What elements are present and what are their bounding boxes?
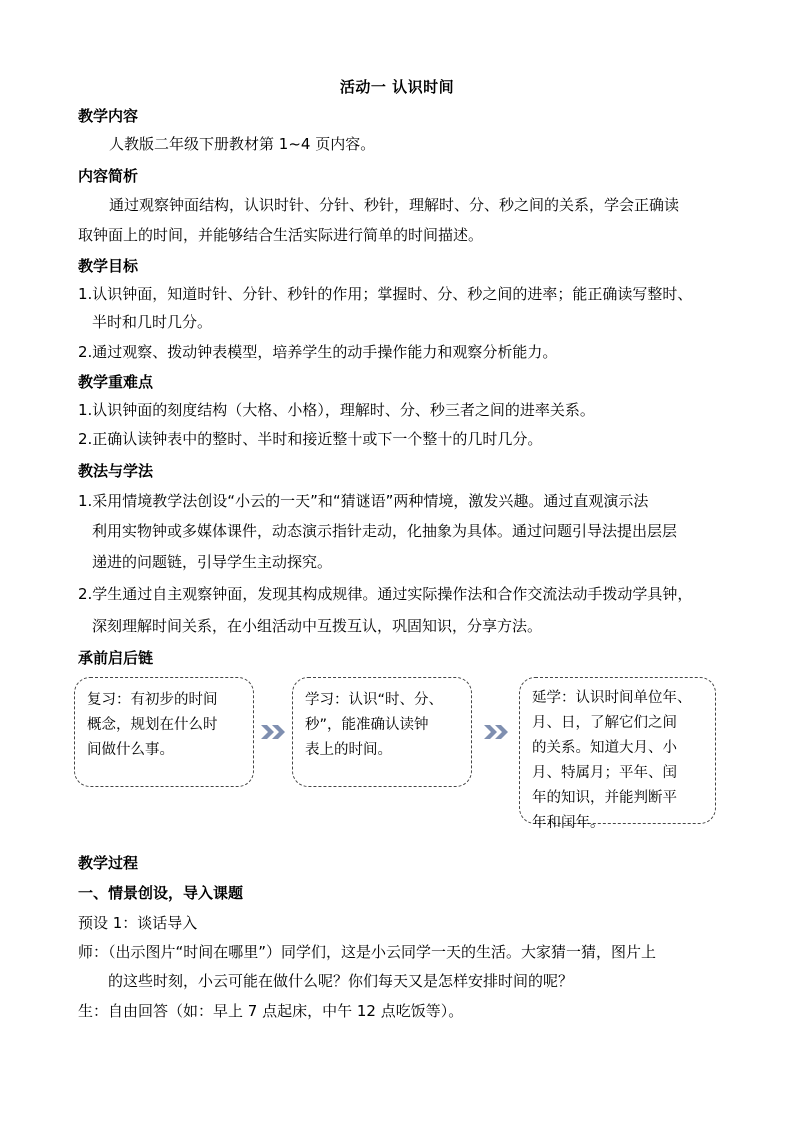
method-1-line1: 1.采用情境教学法创设“小云的一天”和“猜谜语”两种情境，激发兴趣。通过直观演示法 [78, 492, 649, 510]
student-line: 生：自由回答（如：早上 7 点起床，中午 12 点吃饭等）。 [78, 1002, 464, 1020]
heading-teaching-process: 教学过程 [78, 854, 139, 872]
heading-teaching-content: 教学内容 [78, 107, 139, 125]
content-analysis-line1: 通过观察钟面结构，认识时针、分针、秒针，理解时、分、秒之间的关系，学会正确读 [109, 196, 680, 214]
heading-teaching-goals: 教学目标 [78, 257, 139, 275]
heading-content-analysis: 内容简析 [78, 167, 139, 185]
study-box-line: 表上的时间。 [305, 742, 392, 758]
extend-box-line: 月、特属月；平年、闰 [532, 765, 677, 781]
extend-box-line: 年和闰年。 [532, 815, 605, 831]
teacher-line-1: 师：（出示图片“时间在哪里”）同学们，这是小云同学一天的生活。大家猜一猜，图片上 [78, 943, 657, 961]
method-1-line3: 递进的问题链，引导学生主动探究。 [92, 553, 333, 571]
review-box-line: 概念，规划在什么时 [87, 717, 218, 733]
double-chevron-right-icon [482, 722, 512, 742]
method-1-line2: 利用实物钟或多媒体课件，动态演示指针走动，化抽象为具体。通过问题引导法提出层层 [92, 522, 678, 540]
study-box [292, 677, 472, 787]
extend-box-line: 延学：认识时间单位年、 [532, 690, 692, 706]
extend-box-line: 月、日，了解它们之间 [532, 715, 677, 731]
teacher-line-2: 的这些时刻，小云可能在做什么呢？你们每天又是怎样安排时间的呢？ [108, 972, 574, 990]
method-2-line2: 深刻理解时间关系，在小组活动中互拨互认，巩固知识，分享方法。 [92, 617, 543, 635]
preset-1: 预设 1：谈话导入 [78, 914, 198, 932]
goal-2: 2.通过观察、拨动钟表模型，培养学生的动手操作能力和观察分析能力。 [78, 343, 558, 361]
study-box-line: 秒”，能准确认读钟 [305, 717, 429, 733]
heading-methods: 教法与学法 [78, 462, 154, 480]
extend-box-line: 的关系。知道大月、小 [532, 740, 677, 756]
study-box-line: 学习：认识“时、分、 [305, 692, 444, 708]
step-1-heading: 一、情景创设，导入课题 [78, 884, 244, 902]
review-box-line: 复习：有初步的时间 [87, 692, 218, 708]
heading-link-chain: 承前启后链 [78, 649, 154, 667]
extend-box [519, 677, 716, 831]
goal-1-line1: 1.认识钟面，知道时针、分针、秒针的作用；掌握时、分、秒之间的进率；能正确读写整时、 [78, 285, 693, 303]
review-box [74, 677, 254, 787]
teaching-content-text: 人教版二年级下册教材第 1~4 页内容。 [109, 135, 376, 153]
heading-key-points: 教学重难点 [78, 373, 154, 391]
goal-1-line2: 半时和几时几分。 [92, 313, 213, 331]
review-box-line: 间做什么事。 [87, 742, 174, 758]
double-chevron-right-icon [259, 722, 289, 742]
extend-box-line: 年的知识，并能判断平 [532, 790, 677, 806]
content-analysis-line2: 取钟面上的时间，并能够结合生活实际进行简单的时间描述。 [78, 226, 484, 244]
key-point-1: 1.认识钟面的刻度结构（大格、小格），理解时、分、秒三者之间的进率关系。 [78, 401, 595, 419]
key-point-2: 2.正确认读钟表中的整时、半时和接近整十或下一个整十的几时几分。 [78, 430, 543, 448]
page-title: 活动一 认识时间 [339, 78, 455, 96]
method-2-line1: 2.学生通过自主观察钟面，发现其构成规律。通过实际操作法和合作交流法动手拨动学具钟， [78, 585, 693, 603]
